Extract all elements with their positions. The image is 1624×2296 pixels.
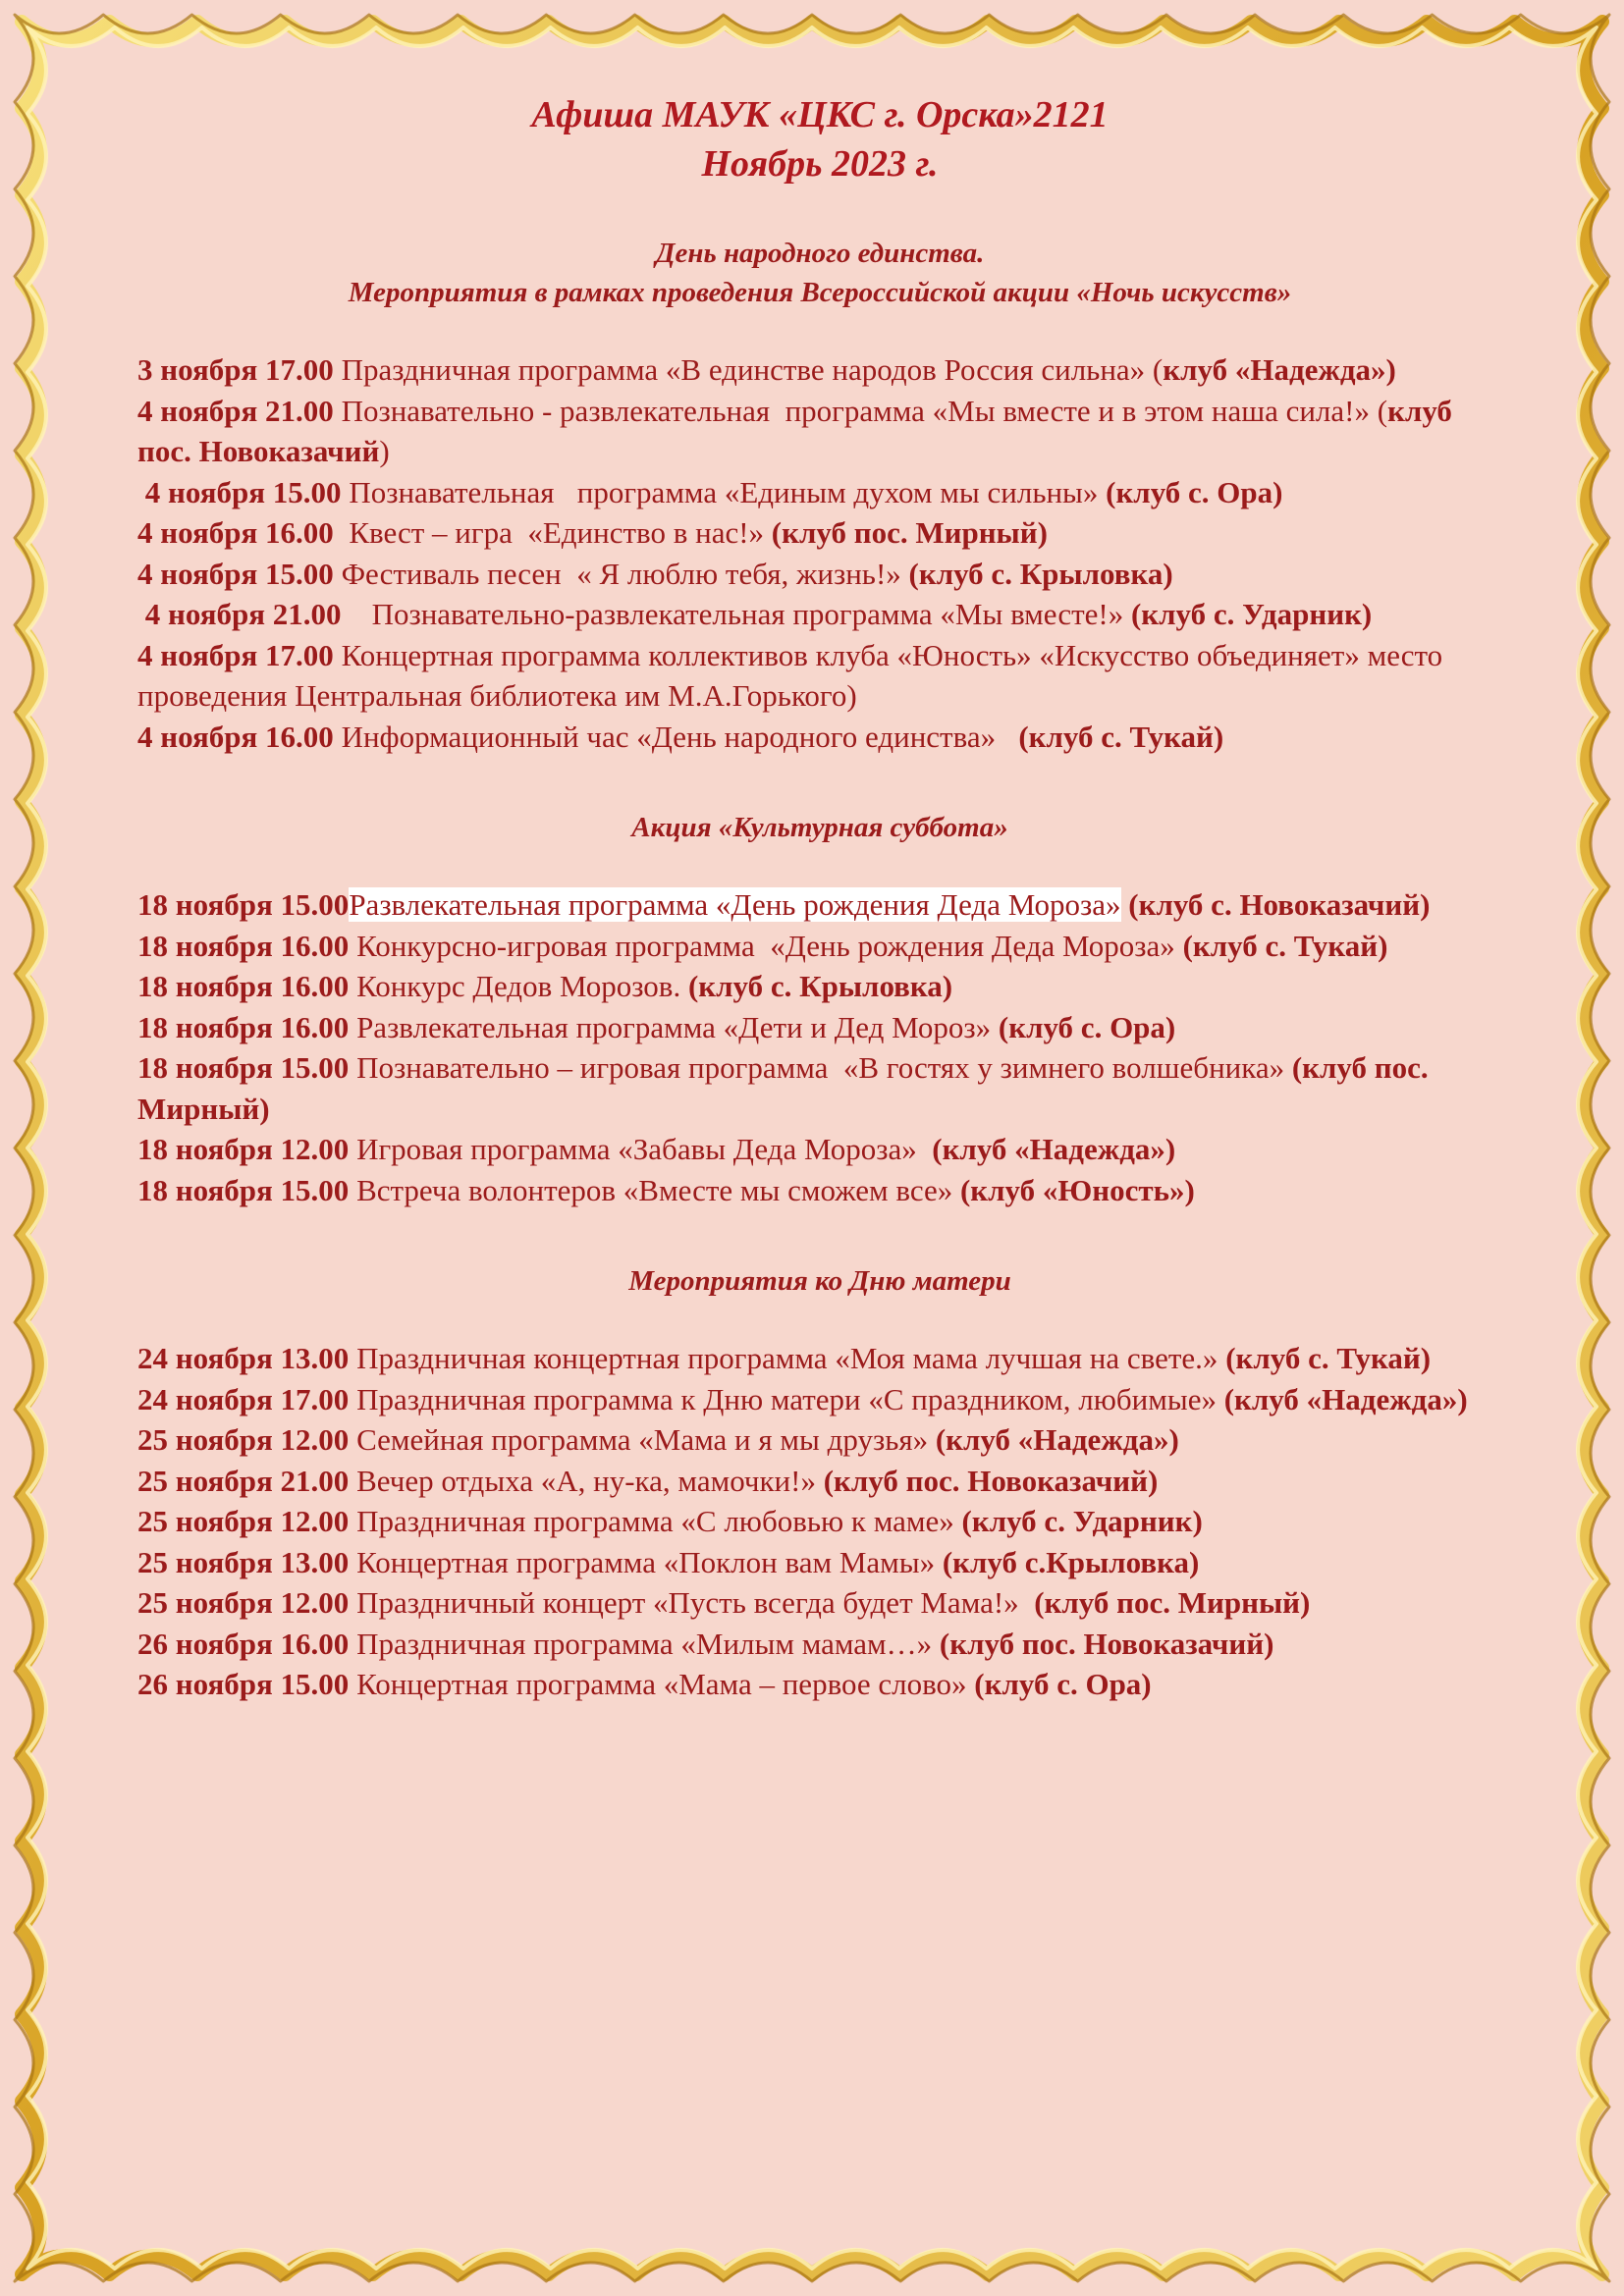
event-venue: (клуб с. Ударник) (961, 1504, 1203, 1538)
event-description: Познавательно-развлекательная программа «Мы вместе!» (341, 597, 1131, 631)
event-item (137, 966, 1502, 1007)
section-heading: Акция «Культурная суббота» (631, 812, 1008, 843)
event-date: 25 ноября 12.00 (137, 1422, 350, 1457)
event-list (137, 1338, 1502, 1705)
event-venue: (клуб пос. Новоказачий) (939, 1626, 1274, 1661)
event-item (137, 472, 1502, 513)
event-description: Праздничная программа «Милым мамам…» (349, 1626, 940, 1661)
event-venue: (клуб с. Ударник) (1130, 597, 1373, 631)
section-subheading: Мероприятия в рамках проведения Всероссийской акции «Ночь искусств» (348, 277, 1292, 308)
event-date: 25 ноября 21.00 (137, 1463, 350, 1498)
event-item (137, 1047, 1502, 1129)
event-date: 18 ноября 15.00 (137, 1050, 350, 1085)
section-cultural-saturday (137, 808, 1502, 1210)
event-date: 26 ноября 16.00 (137, 1626, 350, 1661)
event-item (137, 1379, 1502, 1420)
poster-title-line2: Ноябрь 2023 г. (701, 143, 939, 185)
event-list (137, 884, 1502, 1210)
event-venue: (клуб «Надежда») (935, 1422, 1179, 1457)
event-venue: (клуб пос. Мирный) (137, 1050, 1436, 1126)
poster-title-line1: Афиша МАУК «ЦКС г. Орска»2121 (531, 94, 1109, 135)
event-venue: (клуб с.Крыловка) (942, 1544, 1200, 1579)
event-venue: клуб «Надежда») (1163, 352, 1396, 387)
event-date: 4 ноября 16.00 (137, 719, 334, 754)
event-venue: клуб пос. Новоказачий (137, 393, 1460, 468)
event-date: 4 ноября 21.00 (137, 597, 342, 631)
event-item (137, 1170, 1502, 1211)
event-list (137, 349, 1502, 757)
event-date: 25 ноября 12.00 (137, 1585, 350, 1620)
event-description: Развлекательная программа «Дети и Дед Мороз» (349, 1009, 999, 1044)
event-description: Праздничная программа «В единстве народов Россия сильна» ( (333, 352, 1164, 387)
event-venue: (клуб «Надежда») (1223, 1381, 1468, 1416)
event-item (137, 1624, 1502, 1665)
event-description: Информационный час «День народного единства» (333, 719, 1019, 754)
event-venue: (клуб «Надежда») (932, 1132, 1176, 1166)
section-national-unity (137, 234, 1502, 757)
event-item (137, 884, 1502, 926)
event-date: 4 ноября 16.00 (137, 515, 334, 550)
event-date: 4 ноября 15.00 (137, 474, 342, 509)
event-date: 24 ноября 13.00 (137, 1341, 350, 1375)
event-item (137, 512, 1502, 554)
event-venue: (клуб с. Ора) (974, 1667, 1152, 1701)
event-item (137, 717, 1502, 758)
event-item (137, 1501, 1502, 1542)
section-heading: Мероприятия ко Дню матери (628, 1265, 1011, 1297)
event-description: Познавательно – игровая программа «В гостях у зимнего волшебника» (349, 1050, 1292, 1085)
event-description: Праздничная программа «С любовью к маме» (349, 1504, 962, 1538)
section-heading: День народного единства. (655, 238, 985, 269)
event-date: 25 ноября 12.00 (137, 1504, 350, 1538)
event-description: Конкурсно-игровая программа «День рождения Деда Мороза» (349, 928, 1183, 963)
event-date: 18 ноября 12.00 (137, 1132, 350, 1166)
event-description: Семейная программа «Мама и я мы друзья» (349, 1422, 936, 1457)
event-item (137, 1419, 1502, 1461)
event-venue: (клуб с. Крыловка) (687, 969, 953, 1003)
event-date: 18 ноября 16.00 (137, 969, 350, 1003)
event-item (137, 635, 1502, 717)
event-date: 26 ноября 15.00 (137, 1667, 350, 1701)
event-venue: (клуб с. Ора) (1106, 474, 1283, 509)
event-item (137, 1542, 1502, 1583)
event-description: Вечер отдыха «А, ну-ка, мамочки!» (349, 1463, 824, 1498)
event-venue: (клуб с. Тукай) (1182, 928, 1388, 963)
event-date: 24 ноября 17.00 (137, 1381, 350, 1416)
event-item (137, 391, 1502, 472)
event-venue: (клуб с. Тукай) (1225, 1341, 1432, 1375)
event-venue: (клуб пос. Мирный) (771, 515, 1048, 550)
event-venue: (клуб с. Новоказачий) (1120, 887, 1431, 922)
event-item (137, 594, 1502, 635)
event-item (137, 1461, 1502, 1502)
event-venue-tail: ) (379, 434, 390, 468)
event-date: 4 ноября 21.00 (137, 393, 334, 428)
event-description: Фестиваль песен « Я люблю тебя, жизнь!» (333, 556, 909, 591)
event-item (137, 349, 1502, 391)
event-date: 25 ноября 13.00 (137, 1544, 350, 1579)
event-date: 18 ноября 15.00 (137, 1172, 350, 1207)
event-date: 4 ноября 15.00 (137, 556, 334, 591)
event-description: Концертная программа «Поклон вам Мамы» (349, 1544, 943, 1579)
event-date: 18 ноября 16.00 (137, 928, 350, 963)
event-description: Игровая программа «Забавы Деда Мороза» (349, 1132, 933, 1166)
event-description: Концертная программа коллективов клуба «Юность» «Искусство объединяет» место проведения Центральная библиотека им М.А.Горького) (137, 637, 1450, 713)
event-item (137, 1582, 1502, 1624)
event-date: 18 ноября 15.00 (137, 887, 350, 922)
event-description: Познавательная программа «Единым духом мы сильны» (341, 474, 1107, 509)
event-description: Праздничная программа к Дню матери «С праздником, любимые» (349, 1381, 1224, 1416)
event-item (137, 926, 1502, 967)
event-item (137, 1007, 1502, 1048)
event-item (137, 1338, 1502, 1379)
event-venue: (клуб с. Крыловка) (908, 556, 1173, 591)
event-venue: (клуб «Юность») (959, 1172, 1195, 1207)
section-mothers-day (137, 1261, 1502, 1705)
event-date: 18 ноября 16.00 (137, 1009, 350, 1044)
event-description: Познавательно - развлекательная программа «Мы вместе и в этом наша сила!» ( (333, 393, 1388, 428)
event-description: Праздничная концертная программа «Моя мама лучшая на свете.» (349, 1341, 1226, 1375)
event-item (137, 1664, 1502, 1705)
event-description: Развлекательная программа «День рождения Деда Мороза» (349, 887, 1121, 922)
event-venue: (клуб с. Тукай) (1018, 719, 1224, 754)
event-item (137, 1129, 1502, 1170)
event-description: Концертная программа «Мама – первое слово» (349, 1667, 975, 1701)
event-date: 4 ноября 17.00 (137, 637, 334, 672)
event-date: 3 ноября 17.00 (137, 352, 334, 387)
event-venue: (клуб пос. Мирный) (1034, 1585, 1311, 1620)
poster-content (137, 90, 1502, 1705)
event-item (137, 554, 1502, 595)
event-description: Встреча волонтеров «Вместе мы сможем все» (349, 1172, 960, 1207)
event-description: Квест – игра «Единство в нас!» (333, 515, 772, 550)
event-venue: (клуб с. Ора) (998, 1009, 1176, 1044)
event-description: Праздничный концерт «Пусть всегда будет Мама!» (349, 1585, 1035, 1620)
event-description: Конкурс Дедов Морозов. (349, 969, 688, 1003)
event-venue: (клуб пос. Новоказачий) (823, 1463, 1159, 1498)
